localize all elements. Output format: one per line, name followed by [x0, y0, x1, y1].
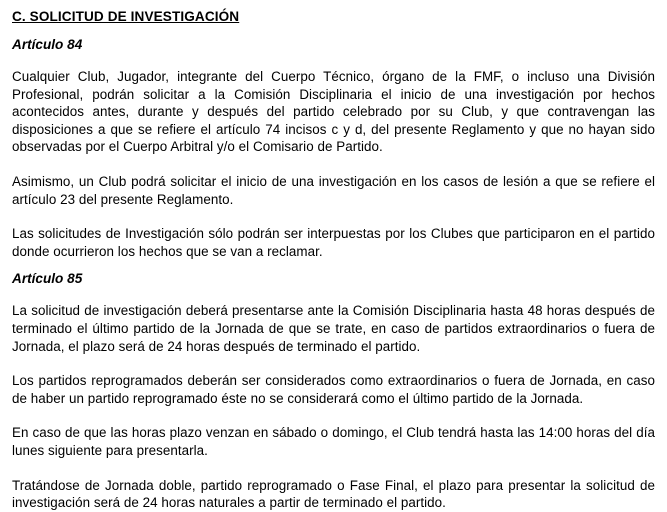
paragraph: La solicitud de investigación deberá presentarse ante la Comisión Disciplinaria hasta 48 horas después de terminado el último partido de la Jornada de que se trate, en caso de partidos extraordinarios o fuera de Jornada, el plazo será de 24 horas después de terminado el partido.: [12, 303, 655, 354]
paragraph: En caso de que las horas plazo venzan en sábado o domingo, el Club tendrá hasta las 14:00 horas del día lunes siguiente para presentarla.: [12, 425, 655, 458]
paragraph: Asimismo, un Club podrá solicitar el inicio de una investigación en los casos de lesión a que se refiere el artículo 23 del presente Reglamento.: [12, 173, 655, 207]
paragraph: Las solicitudes de Investigación sólo podrán ser interpuestas por los Clubes que participaron en el partido donde ocurrieron los hechos que se van a reclamar.: [12, 226, 655, 259]
section-title: C. SOLICITUD DE INVESTIGACIÓN: [12, 9, 240, 24]
paragraph: Los partidos reprogramados deberán ser considerados como extraordinarios o fuera de Jornada, en caso de haber un partido reprogramado éste no se considerará como el último partido de la Jornada.: [12, 373, 655, 406]
article-85: [12, 270, 655, 511]
article-heading: Artículo 84: [12, 37, 83, 52]
paragraph: Tratándose de Jornada doble, partido reprogramado o Fase Final, el plazo para presentar la solicitud de investigación será de 24 horas naturales a partir de terminado el partido.: [12, 477, 655, 511]
article-84: [12, 36, 655, 260]
paragraph: Cualquier Club, Jugador, integrante del Cuerpo Técnico, órgano de la FMF, o incluso una División Profesional, podrán solicitar a la Comisión Disciplinaria el inicio de una investigación por hechos acontecidos antes, durante y después del partido celebrado por su Club, y que contravengan las disposiciones a que se refiere el artículo 74 incisos c y d, del presente Reglamento y que no hayan sido observadas por el Cuerpo Arbitral y/o el Comisario de Partido.: [12, 69, 655, 155]
article-heading: Artículo 85: [12, 271, 83, 287]
